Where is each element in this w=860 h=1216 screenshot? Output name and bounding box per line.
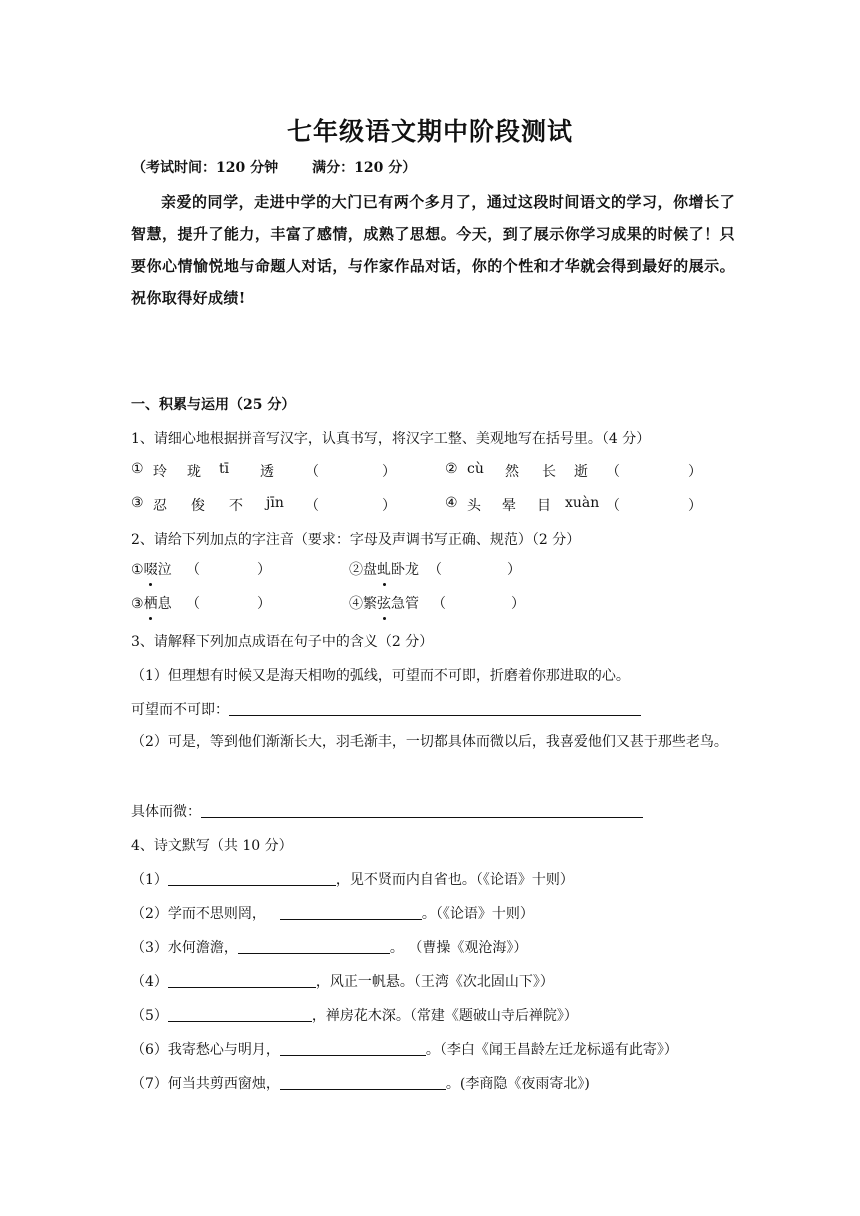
dotted-char: 啜	[144, 559, 158, 579]
q1-answer-open[interactable]: （	[606, 464, 620, 480]
q2-answer-open[interactable]: （	[432, 596, 446, 612]
q2-answer-open[interactable]: （	[186, 596, 200, 612]
q4-blank-6[interactable]	[280, 1040, 426, 1056]
q2-item-4: ④繁弦急管	[349, 593, 419, 613]
q4-prompt: 4、诗文默写（共 10 分）	[131, 838, 293, 854]
exam-score: 满分：120 分）	[312, 160, 417, 176]
q3-sentence-2: （2）可是，等到他们渐渐长大，羽毛渐丰，一切都具体而微以后，我喜爱他们又甚于那些老鸟。	[131, 734, 728, 750]
q2-prompt: 2、请给下列加点的字注音（要求：字母及声调书写正确、规范）（2 分）	[131, 532, 581, 548]
q4-line-7: （7）何当共剪西窗烛， 。(李商隐《夜雨寄北》)	[131, 1076, 590, 1092]
dotted-char: 虬	[377, 559, 391, 579]
exam-page: 七年级语文期中阶段测试 （考试时间：120 分钟 满分：120 分） 亲爱的同学，走进中学的大门已有两个多月了，通过这段时间语文的学习，你增长了智慧，提升了能力，丰富了感情，成熟了思想。今天，到了展示你学习成果的时候了！只要你心情愉悦地与命题人对话，与作家作品对话，你的个性和才华就会得到最好的展示。祝你取得好成绩! 一、积累与运用（25 分） 1、请细心地根据拼音写汉字，认真书写，将汉字工整、美观地写在括号里。（4 分） ① 玲 珑 tī 透 （ ） ② cù 然 长 逝 （ ） ③ 忍 俊 不 jīn （ ） ④ 头 晕 目 xuàn （ ） 2、请给下列加点的字注音（要求：字母及声调书写正确、规范）（2 分） ①啜泣 （ ） ②盘虬卧龙 （ ） ③栖息 （ ） ④繁弦急管 （ ） 3、请解释下列加点成语在句子中的含义（2 分） （1）但理想有时候又是海天相吻的弧线，可望而不可即，折磨着你那进取的心。 可望而不可即： （2）可是，等到他们渐渐长大，羽毛渐丰，一切都具体而微以后，我喜爱他们又甚于那些老鸟。 具体而微： 4、诗文默写（共 10 分） （1） ，见不贤而内自省也。（《论语》十则） （2）学而不思则罔， 。（《论语》十则） （3）水何澹澹， 。 （曹操《观沧海》） （4） ，风正一帆悬。（王湾《次北固山下》） （5） ，禅房花木深。（常建《题破山寺后禅院》） （6）我寄愁心与明月， 。（李白《闻王昌龄左迁龙标遥有此寄》） （7）何当共剪西窗烛， 。(李商隐《夜雨寄北》)	[0, 0, 860, 1216]
q3-answer-1-blank[interactable]	[229, 700, 641, 716]
q3-answer-2: 具体而微：	[131, 801, 643, 821]
q4-line-3: （3）水何澹澹， 。 （曹操《观沧海》）	[131, 940, 528, 956]
q2-answer-close: ）	[507, 562, 521, 578]
q2-item-3: ③栖息	[131, 593, 172, 613]
q4-line-1: （1） ，见不贤而内自省也。（《论语》十则）	[131, 872, 574, 888]
q3-sentence-1: （1）但理想有时候又是海天相吻的弧线，可望而不可即，折磨着你那进取的心。	[131, 668, 630, 684]
q1-answer-open[interactable]: （	[305, 464, 319, 480]
q1-answer-close: ）	[688, 498, 702, 514]
q4-blank-1[interactable]	[168, 870, 336, 886]
q2-answer-close: ）	[257, 562, 271, 578]
section-heading: 一、积累与运用（25 分）	[131, 397, 296, 413]
q3-prompt: 3、请解释下列加点成语在句子中的含义（2 分）	[131, 634, 434, 650]
q1-answer-open[interactable]: （	[305, 498, 319, 514]
q3-answer-1: 可望而不可即：	[131, 699, 641, 719]
q4-line-4: （4） ，风正一帆悬。（王湾《次北固山下》）	[131, 974, 554, 990]
q4-blank-5[interactable]	[168, 1006, 312, 1022]
q1-prompt: 1、请细心地根据拼音写汉字，认真书写，将汉字工整、美观地写在括号里。（4 分）	[131, 431, 651, 447]
q4-blank-4[interactable]	[168, 972, 316, 988]
q2-answer-open[interactable]: （	[428, 562, 442, 578]
q2-item-2: ②盘虬卧龙	[349, 559, 419, 579]
q1-answer-close: ）	[382, 498, 396, 514]
q2-answer-close: ）	[257, 596, 271, 612]
dotted-char: 弦	[377, 593, 391, 613]
q4-blank-7[interactable]	[280, 1074, 446, 1090]
q4-line-5: （5） ，禅房花木深。（常建《题破山寺后禅院》）	[131, 1008, 578, 1024]
q2-answer-close: ）	[511, 596, 525, 612]
q2-answer-open[interactable]: （	[186, 562, 200, 578]
page-title: 七年级语文期中阶段测试	[286, 117, 573, 146]
q4-blank-3[interactable]	[238, 938, 390, 954]
intro-paragraph: 亲爱的同学，走进中学的大门已有两个多月了，通过这段时间语文的学习，你增长了智慧，提升了能力，丰富了感情，成熟了思想。今天，到了展示你学习成果的时候了！只要你心情愉悦地与命题人对话，与作家作品对话，你的个性和才华就会得到最好的展示。祝你取得好成绩!	[131, 193, 735, 307]
q1-answer-open[interactable]: （	[606, 498, 620, 514]
q3-answer-2-blank[interactable]	[201, 802, 643, 818]
dotted-char: 栖	[144, 593, 158, 613]
q1-answer-close: ）	[382, 464, 396, 480]
q2-item-1: ①啜泣	[131, 559, 172, 579]
exam-info	[132, 157, 416, 177]
q4-blank-2[interactable]	[280, 904, 422, 920]
q4-line-6: （6）我寄愁心与明月， 。（李白《闻王昌龄左迁龙标遥有此寄》）	[131, 1042, 678, 1058]
exam-time: （考试时间：120 分钟	[132, 160, 279, 176]
q4-line-2: （2）学而不思则罔， 。（《论语》十则）	[131, 906, 534, 922]
q1-answer-close: ）	[688, 464, 702, 480]
